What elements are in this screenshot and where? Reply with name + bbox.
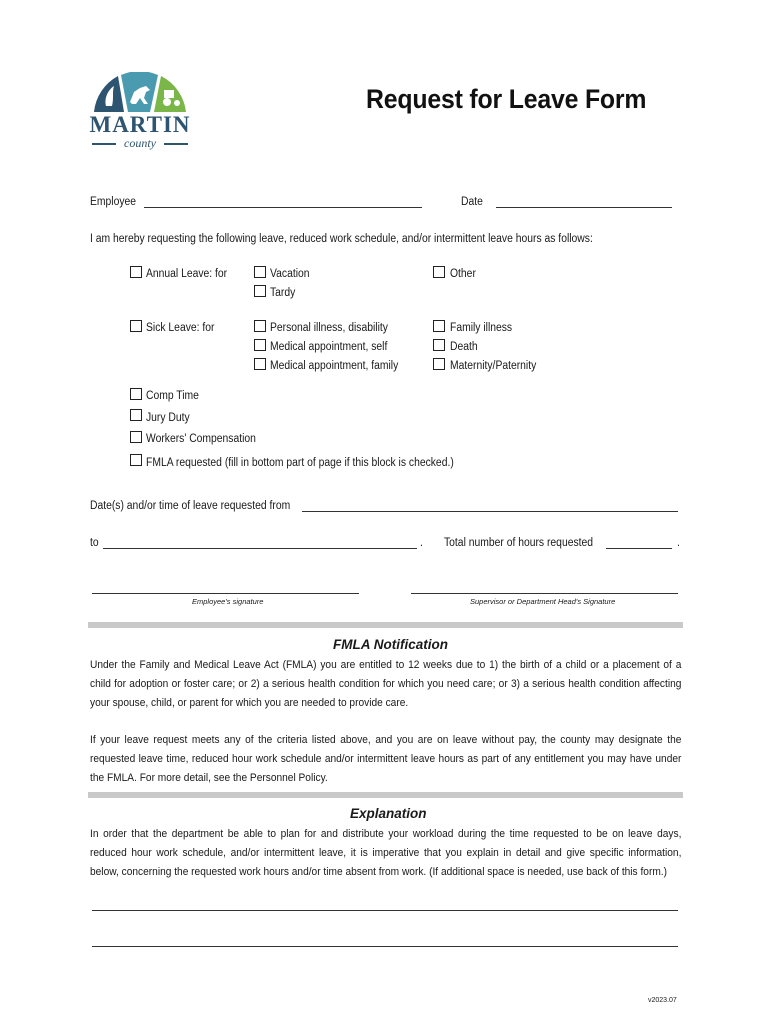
logo-emblem-icon bbox=[88, 72, 192, 112]
supervisor-signature-field[interactable] bbox=[411, 593, 678, 594]
annual-leave-checkbox[interactable] bbox=[130, 266, 142, 278]
fmla-paragraph-1 bbox=[90, 656, 682, 713]
jury-duty-label: Jury Duty bbox=[146, 412, 190, 424]
date-label: Date bbox=[461, 196, 483, 208]
fmla-label: FMLA requested (fill in bottom part of page if this block is checked.) bbox=[146, 457, 454, 469]
maternity-paternity-label: Maternity/Paternity bbox=[450, 360, 537, 372]
employee-label: Employee bbox=[90, 196, 137, 208]
logo-rule-right bbox=[164, 143, 188, 145]
workers-comp-checkbox[interactable] bbox=[130, 431, 142, 443]
fmla-p1-line: Under the Family and Medical Leave Act (FMLA) you are entitled to 12 weeks due to 1) the birth of a child or a placement of a bbox=[90, 659, 682, 671]
fmla-checkbox[interactable] bbox=[130, 454, 142, 466]
medical-family-checkbox[interactable] bbox=[254, 358, 266, 370]
martin-county-logo bbox=[88, 72, 192, 162]
medical-self-checkbox[interactable] bbox=[254, 339, 266, 351]
family-illness-label: Family illness bbox=[450, 322, 513, 334]
sick-leave-checkbox[interactable] bbox=[130, 320, 142, 332]
explanation-line-field-2[interactable] bbox=[92, 946, 678, 947]
death-label: Death bbox=[450, 341, 478, 353]
date-to-field[interactable] bbox=[103, 548, 417, 549]
other-label: Other bbox=[450, 268, 476, 280]
fmla-p2-line: the FMLA. For more detail, see the Personnel Policy. bbox=[90, 772, 328, 784]
fmla-p2-line: If your leave request meets any of the criteria listed above, and you are on leave without pay, the county may designate the bbox=[90, 734, 682, 746]
supervisor-signature-caption: Supervisor or Department Head's Signature bbox=[470, 597, 616, 606]
fmla-p1-line: child for adoption or foster care; or 2) a serious health condition for which you need care; or 3) a serious health condition affecting bbox=[90, 678, 682, 690]
personal-illness-checkbox[interactable] bbox=[254, 320, 266, 332]
tardy-checkbox[interactable] bbox=[254, 285, 266, 297]
page-title: Request for Leave Form bbox=[366, 84, 647, 114]
version-label: v2023.07 bbox=[648, 997, 677, 1004]
fmla-p1-line: your spouse, child, or parent for which you are needed to provide care. bbox=[90, 697, 409, 709]
date-field[interactable] bbox=[496, 207, 672, 208]
explanation-line-field-1[interactable] bbox=[92, 910, 678, 911]
logo-wordmark: MARTIN bbox=[89, 112, 191, 137]
employee-field[interactable] bbox=[144, 207, 422, 208]
sick-leave-label: Sick Leave: for bbox=[146, 322, 215, 334]
employee-signature-caption: Employee's signature bbox=[192, 597, 264, 606]
section-divider bbox=[88, 792, 683, 798]
jury-duty-checkbox[interactable] bbox=[130, 409, 142, 421]
vacation-checkbox[interactable] bbox=[254, 266, 266, 278]
tardy-label: Tardy bbox=[270, 287, 296, 299]
intro-text: I am hereby requesting the following leave, reduced work schedule, and/or intermittent leave hours as follows: bbox=[90, 233, 593, 245]
date-from-label: Date(s) and/or time of leave requested from bbox=[90, 500, 291, 512]
hours-period: . bbox=[677, 537, 680, 549]
family-illness-checkbox[interactable] bbox=[433, 320, 445, 332]
maternity-paternity-checkbox[interactable] bbox=[433, 358, 445, 370]
logo-subtitle: county bbox=[124, 136, 156, 150]
explanation-title: Explanation bbox=[350, 806, 427, 821]
medical-family-label: Medical appointment, family bbox=[270, 360, 399, 372]
annual-leave-label: Annual Leave: for bbox=[146, 268, 228, 280]
explanation-paragraph bbox=[90, 825, 682, 882]
workers-comp-label: Workers' Compensation bbox=[146, 433, 256, 445]
personal-illness-label: Personal illness, disability bbox=[270, 322, 388, 334]
fmla-paragraph-2 bbox=[90, 731, 682, 788]
death-checkbox[interactable] bbox=[433, 339, 445, 351]
date-to-label: to bbox=[90, 537, 99, 549]
vacation-label: Vacation bbox=[270, 268, 310, 280]
comp-time-label: Comp Time bbox=[146, 390, 199, 402]
medical-self-label: Medical appointment, self bbox=[270, 341, 388, 353]
explanation-line: reduced hour work schedule, and/or intermittent leave, it is imperative that you explain in detail and give specific information, bbox=[90, 847, 682, 859]
employee-signature-field[interactable] bbox=[92, 593, 359, 594]
hours-field[interactable] bbox=[606, 548, 672, 549]
other-checkbox[interactable] bbox=[433, 266, 445, 278]
section-divider bbox=[88, 622, 683, 628]
comp-time-checkbox[interactable] bbox=[130, 388, 142, 400]
date-to-period: . bbox=[420, 537, 423, 549]
fmla-p2-line: requested leave time, reduced hour work schedule and/or intermittent leave hours as part of any entitlement you may have under bbox=[90, 753, 682, 765]
explanation-line: below, concerning the requested work hours and/or time absent from work. (If additional space is needed, use back of this form.) bbox=[90, 866, 668, 878]
hours-label: Total number of hours requested bbox=[444, 537, 594, 549]
date-from-field[interactable] bbox=[302, 511, 678, 512]
explanation-line: In order that the department be able to plan for and distribute your workload during the time requested to be on leave days, bbox=[90, 828, 682, 840]
fmla-title: FMLA Notification bbox=[333, 637, 448, 652]
